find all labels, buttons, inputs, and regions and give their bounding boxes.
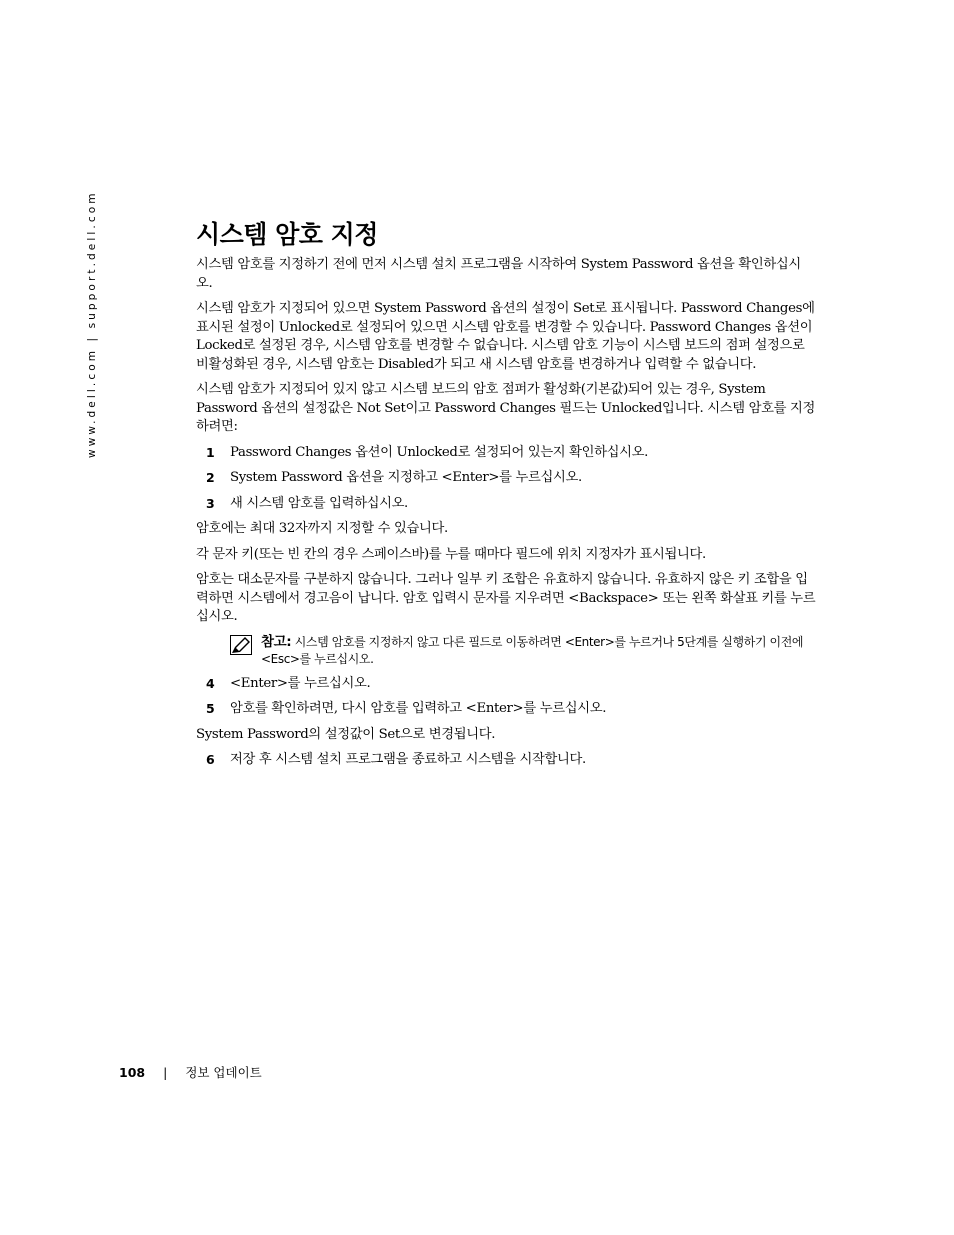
status-paragraph: 시스템 암호가 지정되어 있으면 System Password 옵션의 설정이 Set로 표시됩니다. Password Changes에 표시된 설정이 Unlocked로 설정되어 있으면 시스템 암호를 변경할 수 있습니다. Password Changes 옵션이 Locked로 설정된 경우, 시스템 암호를 변경할 수 없습니다. 시스템 암호 기능이 시스템 보드의 점퍼 설정으로 비활성화된 경우, 시스템 암호는 Disabled가 되고 새 시스템 암호를 변경하거나 입력할 수 없습니다. <box>196 301 815 372</box>
note-pencil-icon <box>230 635 252 655</box>
steps-list <box>196 444 816 514</box>
note-callout <box>230 634 816 668</box>
list-item <box>196 751 816 770</box>
list-item <box>196 444 816 463</box>
note-label: 참고: <box>261 633 292 650</box>
footer-section-title: 정보 업데이트 <box>185 1065 262 1080</box>
step-text: 새 시스템 암호를 입력하십시오. <box>230 495 408 511</box>
procedure-intro-paragraph: 시스템 암호가 지정되어 있지 않고 시스템 보드의 암호 점퍼가 활성화(기본값)되어 있는 경우, System Password 옵션의 설정값은 Not Set이고 Password Changes 필드는 Unlocked입니다. 시스템 암호를 지정하려면: <box>196 382 815 434</box>
step-detail: 암호에는 최대 32자까지 지정할 수 있습니다. <box>196 521 448 536</box>
step-number: 4 <box>206 675 215 691</box>
step-number: 6 <box>206 752 215 767</box>
step-number: 1 <box>206 444 215 460</box>
footer-separator: | <box>163 1065 168 1080</box>
step-detail: 암호는 대소문자를 구분하지 않습니다. 그러나 일부 키 조합은 유효하지 않습니다. 유효하지 않은 키 조합을 입력하면 시스템에서 경고음이 납니다. 암호 입력시 문자를 지우려면 <Backspace> 또는 왼쪽 화살표 키를 누르십시오. <box>196 572 816 624</box>
steps-list-final <box>196 751 816 770</box>
step-number: 2 <box>206 470 215 485</box>
list-item <box>196 700 816 719</box>
step-text: <Enter>를 누르십시오. <box>230 675 371 691</box>
list-item <box>196 495 816 514</box>
step-text: Password Changes 옵션이 Unlocked로 설정되어 있는지 확인하십시오. <box>230 444 649 460</box>
page-number: 108 <box>119 1065 146 1080</box>
step-number: 5 <box>206 701 215 716</box>
page-title: 시스템 암호 지정 <box>196 220 378 249</box>
step-detail: 각 문자 키(또는 빈 칸의 경우 스페이스바)를 누를 때마다 필드에 위치 지정자가 표시됩니다. <box>196 546 706 562</box>
step-text: 저장 후 시스템 설치 프로그램을 종료하고 시스템을 시작합니다. <box>230 752 586 767</box>
list-item <box>196 469 816 488</box>
note-text: 시스템 암호를 지정하지 않고 다른 필드로 이동하려면 <Enter>를 누르거나 5단계를 실행하기 이전에 <Esc>를 누르십시오. <box>261 634 804 666</box>
steps-list-continued <box>196 675 816 719</box>
intro-paragraph: 시스템 암호를 지정하기 전에 먼저 시스템 설치 프로그램을 시작하여 System Password 옵션을 확인하십시오. <box>196 257 801 291</box>
step-text: 암호를 확인하려면, 다시 암호를 입력하고 <Enter>를 누르십시오. <box>230 701 607 716</box>
page-footer <box>119 1063 262 1081</box>
list-item <box>196 675 816 694</box>
step-detail: System Password의 설정값이 Set으로 변경됩니다. <box>196 726 496 742</box>
sidebar-url: www.dell.com | support.dell.com <box>86 190 98 458</box>
step-number: 3 <box>206 495 215 511</box>
step-text: System Password 옵션을 지정하고 <Enter>를 누르십시오. <box>230 470 582 485</box>
document-body <box>196 256 816 777</box>
